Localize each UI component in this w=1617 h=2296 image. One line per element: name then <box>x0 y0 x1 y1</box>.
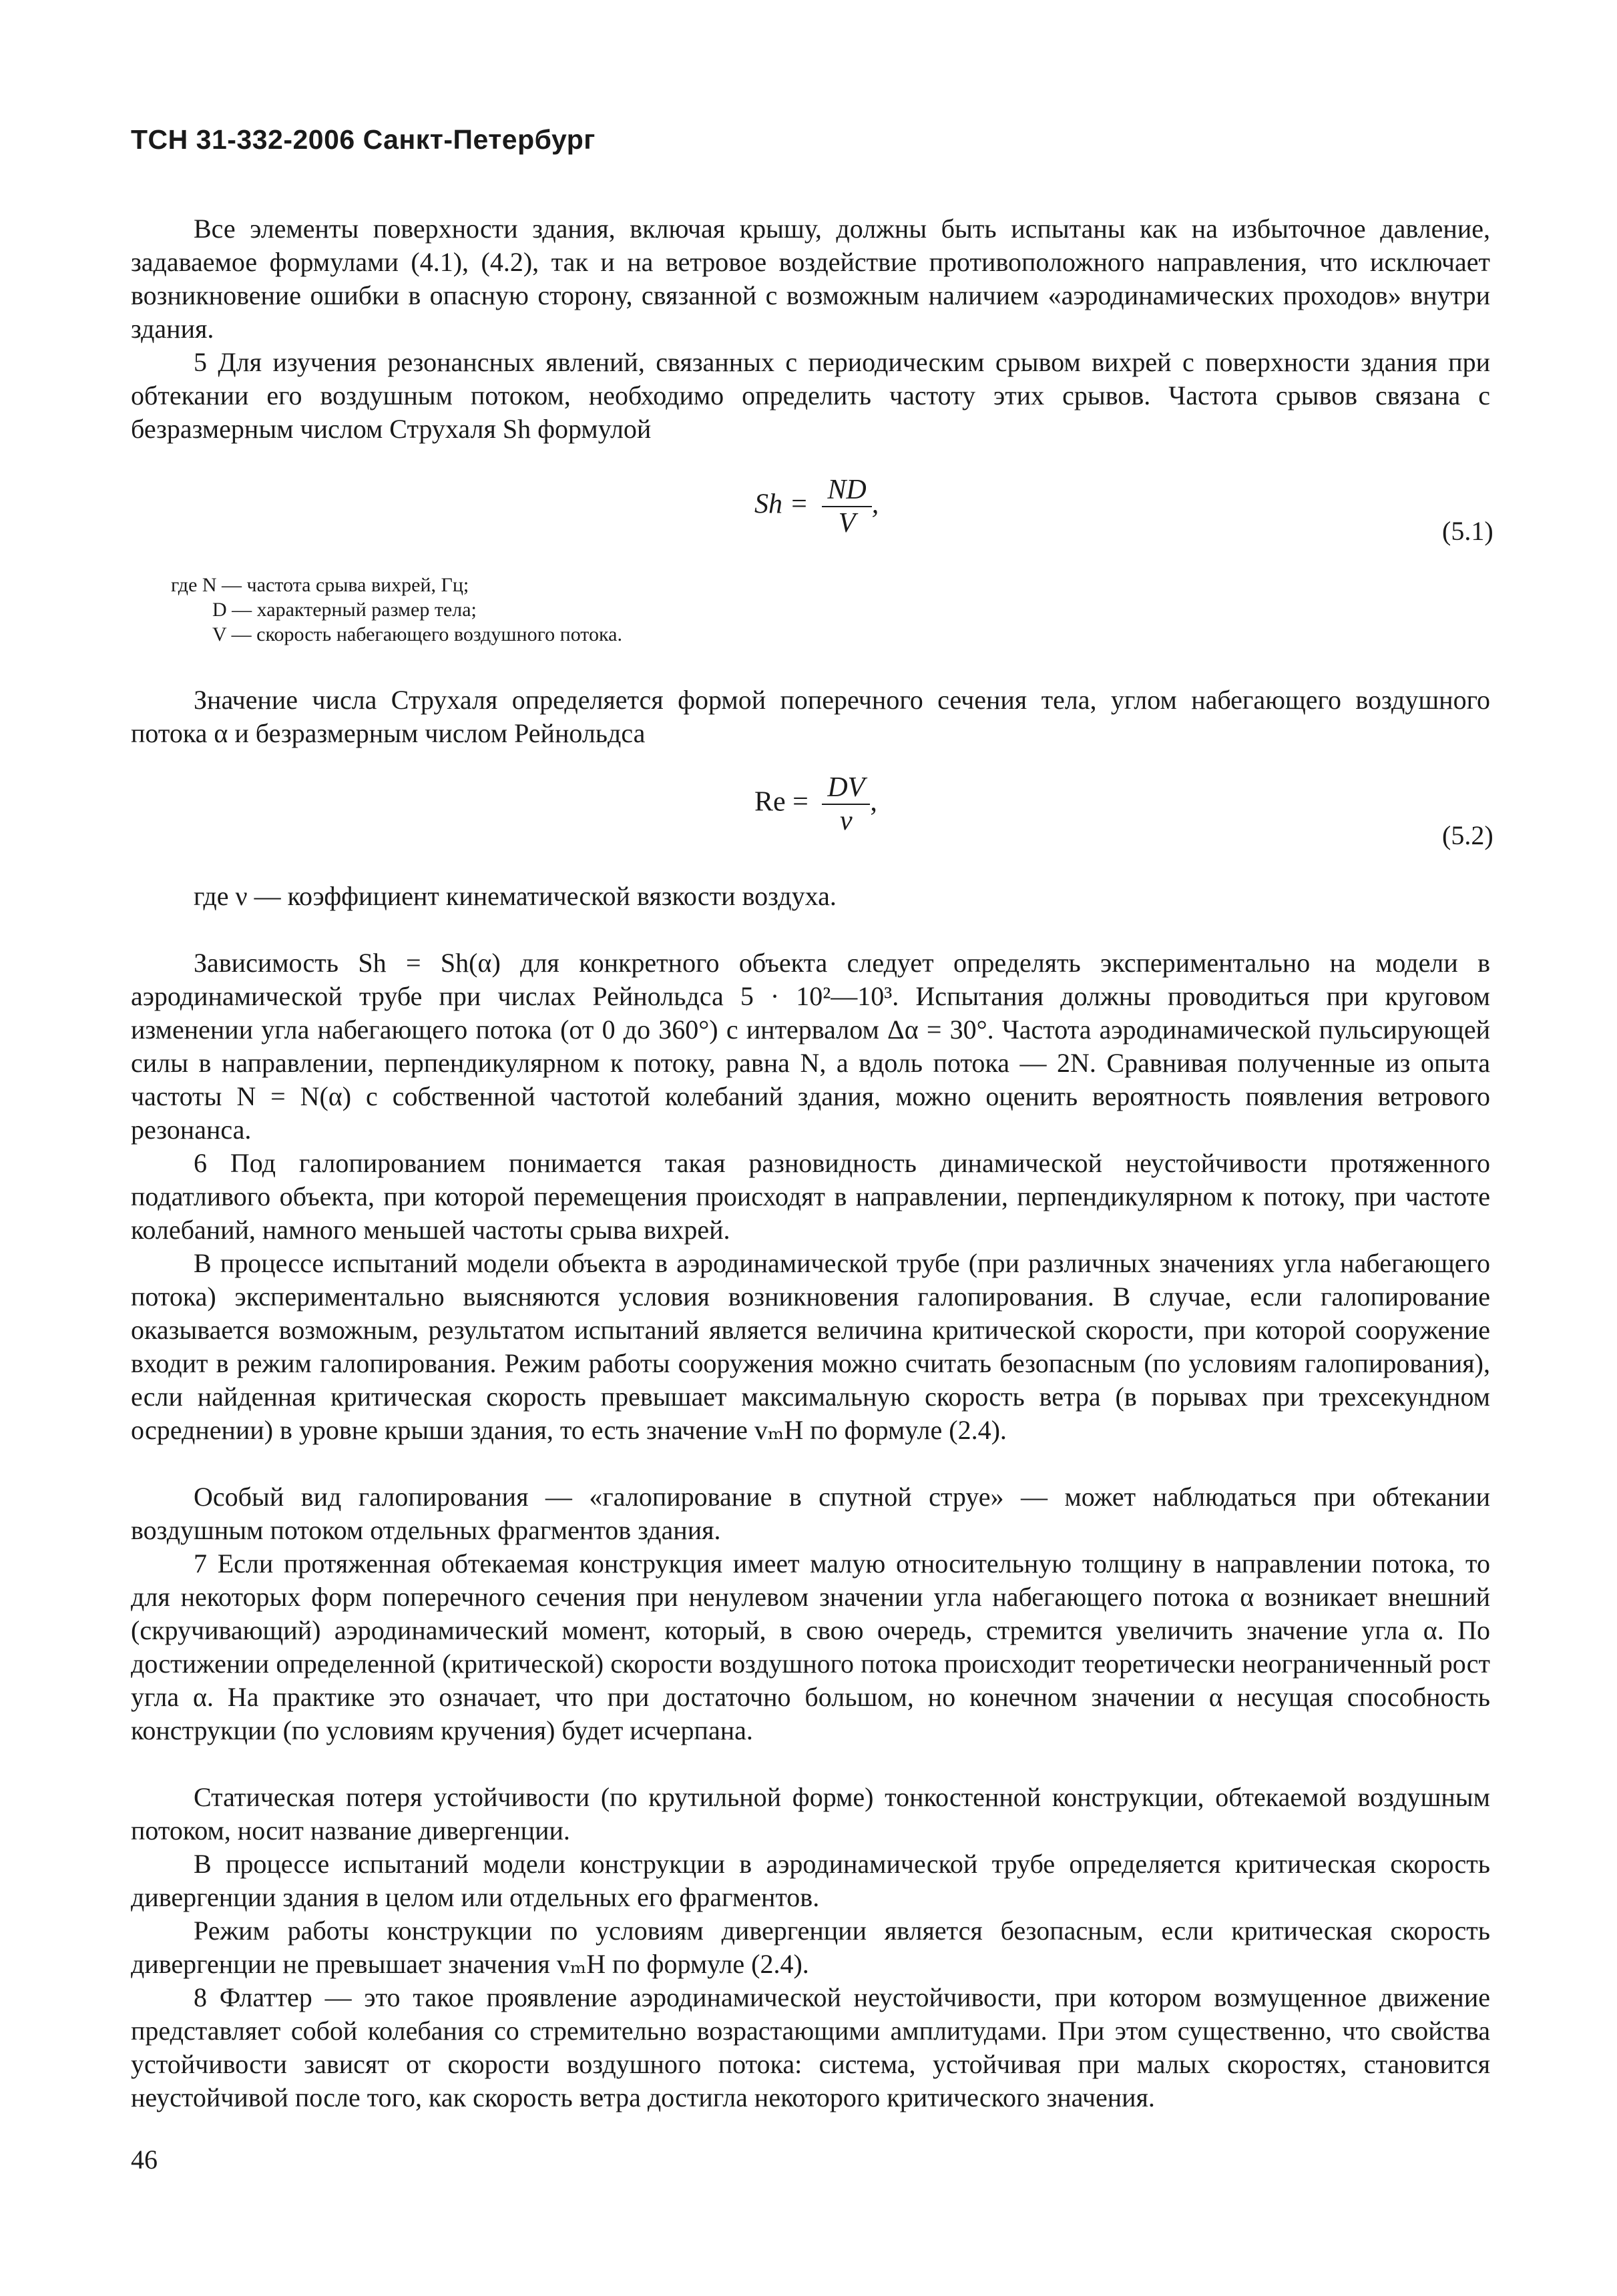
where-list <box>171 573 622 647</box>
formula-reynolds <box>754 772 877 837</box>
paragraph <box>131 346 1490 446</box>
formula-fraction <box>822 772 870 837</box>
formula-denominator: ν <box>840 806 853 836</box>
paragraph-text: 6 Под галопированием понимается такая разновидность динамической неустойчивости протяженного податливого объекта, при которой перемещения происходят в направлении, перпендикулярном к потоку, при частоте колебаний, намного меньшей частоты срыва вихрей. <box>131 1148 1490 1245</box>
formula-lhs: Sh = <box>754 489 808 520</box>
paragraph-text: Все элементы поверхности здания, включая крышу, должны быть испытаны как на избыточное давление, задаваемое формулами (4.1), (4.2), так и на ветровое воздействие противоположного направления, что исключает возникновение ошибки в опасную сторону, связанной с возможным наличием «аэродинамических проходов» внутри здания. <box>131 214 1490 344</box>
where-item: D — характерный размер тела; <box>212 599 477 621</box>
formula-denominator: V <box>838 508 856 539</box>
paragraph <box>131 1981 1490 2114</box>
paragraph <box>131 212 1490 346</box>
paragraph <box>131 1914 1490 1981</box>
paragraph <box>131 880 1490 913</box>
paragraph <box>131 1847 1490 1914</box>
paragraph <box>131 683 1490 750</box>
paragraph-text: Особый вид галопирования — «галопирование в спутной струе» — может наблюдаться при обтекании воздушным потоком отдельных фрагментов здания. <box>131 1482 1490 1545</box>
formula-numerator: ND <box>822 474 871 507</box>
document-header: ТСН 31-332-2006 Санкт-Петербург <box>131 124 596 155</box>
paragraph-text: Режим работы конструкции по условиям дивергенции является безопасным, если критическая скорость дивергенции не превышает значения vₘH по формуле (2.4). <box>131 1916 1490 1979</box>
paragraph-text: Значение числа Струхаля определяется формой поперечного сечения тела, углом набегающего воздушного потока α и безразмерным числом Рейнольдса <box>131 685 1490 748</box>
formula-lhs: Re = <box>754 786 808 818</box>
paragraph-text: Зависимость Sh = Sh(α) для конкретного объекта следует определять экспериментально на модели в аэродинамической трубе при числах Рейнольдса 5 · 10²—10³. Испытания должны проводиться при круговом изменении угла набегающего потока (от 0 до 360°) с интервалом Δα = 30°. Частота аэродинамической пульсирующей силы в направлении, перпендикулярном к потоку, равна N, а вдоль потока — 2N. Сравнивая полученные из опыта частоты N = N(α) с собственной частотой колебаний здания, можно оценить вероятность появления ветрового резонанса. <box>131 948 1490 1145</box>
paragraph <box>131 1480 1490 1547</box>
paragraph <box>131 1247 1490 1447</box>
equation-number: (5.2) <box>1442 820 1493 850</box>
paragraph <box>131 946 1490 1147</box>
paragraph-text: Статическая потеря устойчивости (по крутильной форме) тонкостенной конструкции, обтекаемой воздушным потоком, носит название дивергенции. <box>131 1782 1490 1845</box>
paragraph-text: где ν — коэффициент кинематической вязкости воздуха. <box>194 881 837 911</box>
paragraph-text: В процессе испытаний модели объекта в аэродинамической трубе (при различных значениях угла набегающего потока) экспериментально выясняются условия возникновения галопирования. В случае, если галопирование оказывается возможным, результатом испытаний является величина критической скорости, при которой сооружение входит в режим галопирования. Режим работы сооружения можно считать безопасным (по условиям галопирования), если найденная критическая скорость превышает максимальную скорость ветра (в порывах при трехсекундном осреднении) в уровне крыши здания, то есть значение vₘH по формуле (2.4). <box>131 1248 1490 1445</box>
formula-tail: , <box>870 786 877 818</box>
formula-fraction <box>822 474 871 539</box>
paragraph <box>131 1781 1490 1847</box>
paragraph <box>131 1547 1490 1747</box>
formula-numerator: DV <box>822 772 870 805</box>
paragraph-text: 7 Если протяженная обтекаемая конструкция имеет малую относительную толщину в направлении потока, то для некоторых форм поперечного сечения при ненулевом значении угла набегающего потока α возникает внешний (скручивающий) аэродинамический момент, который, в свою очередь, стремится увеличить значение угла α. По достижении определенной (критической) скорости воздушного потока происходит теоретически неограниченный рост угла α. На практике это означает, что при достаточно большом, но конечном значении α несущая способность конструкции (по условиям кручения) будет исчерпана. <box>131 1548 1490 1745</box>
paragraph-text: В процессе испытаний модели конструкции в аэродинамической трубе определяется критическая скорость дивергенции здания в целом или отдельных его фрагментов. <box>131 1849 1490 1912</box>
paragraph-text: 8 Флаттер — это такое проявление аэродинамической неустойчивости, при котором возмущенное движение представляет собой колебания со стремительно возрастающими амплитудами. При этом существенно, что свойства устойчивости зависят от скорости воздушного потока: система, устойчивая при малых скоростях, становится неустойчивой после того, как скорость ветра достигла некоторого критического значения. <box>131 1982 1490 2112</box>
paragraph <box>131 1147 1490 1247</box>
formula-tail: , <box>871 489 879 520</box>
equation-number: (5.1) <box>1442 516 1493 546</box>
where-item: где N — частота срыва вихрей, Гц; <box>171 574 469 596</box>
where-item: V — скорость набегающего воздушного потока. <box>212 623 622 645</box>
formula-strouhal <box>754 474 879 539</box>
paragraph-text: 5 Для изучения резонансных явлений, связанных с периодическим срывом вихрей с поверхности здания при обтекании его воздушным потоком, необходимо определить частоту этих срывов. Частота срывов связана с безразмерным числом Струхаля Sh формулой <box>131 347 1490 444</box>
page-number: 46 <box>131 2144 158 2175</box>
